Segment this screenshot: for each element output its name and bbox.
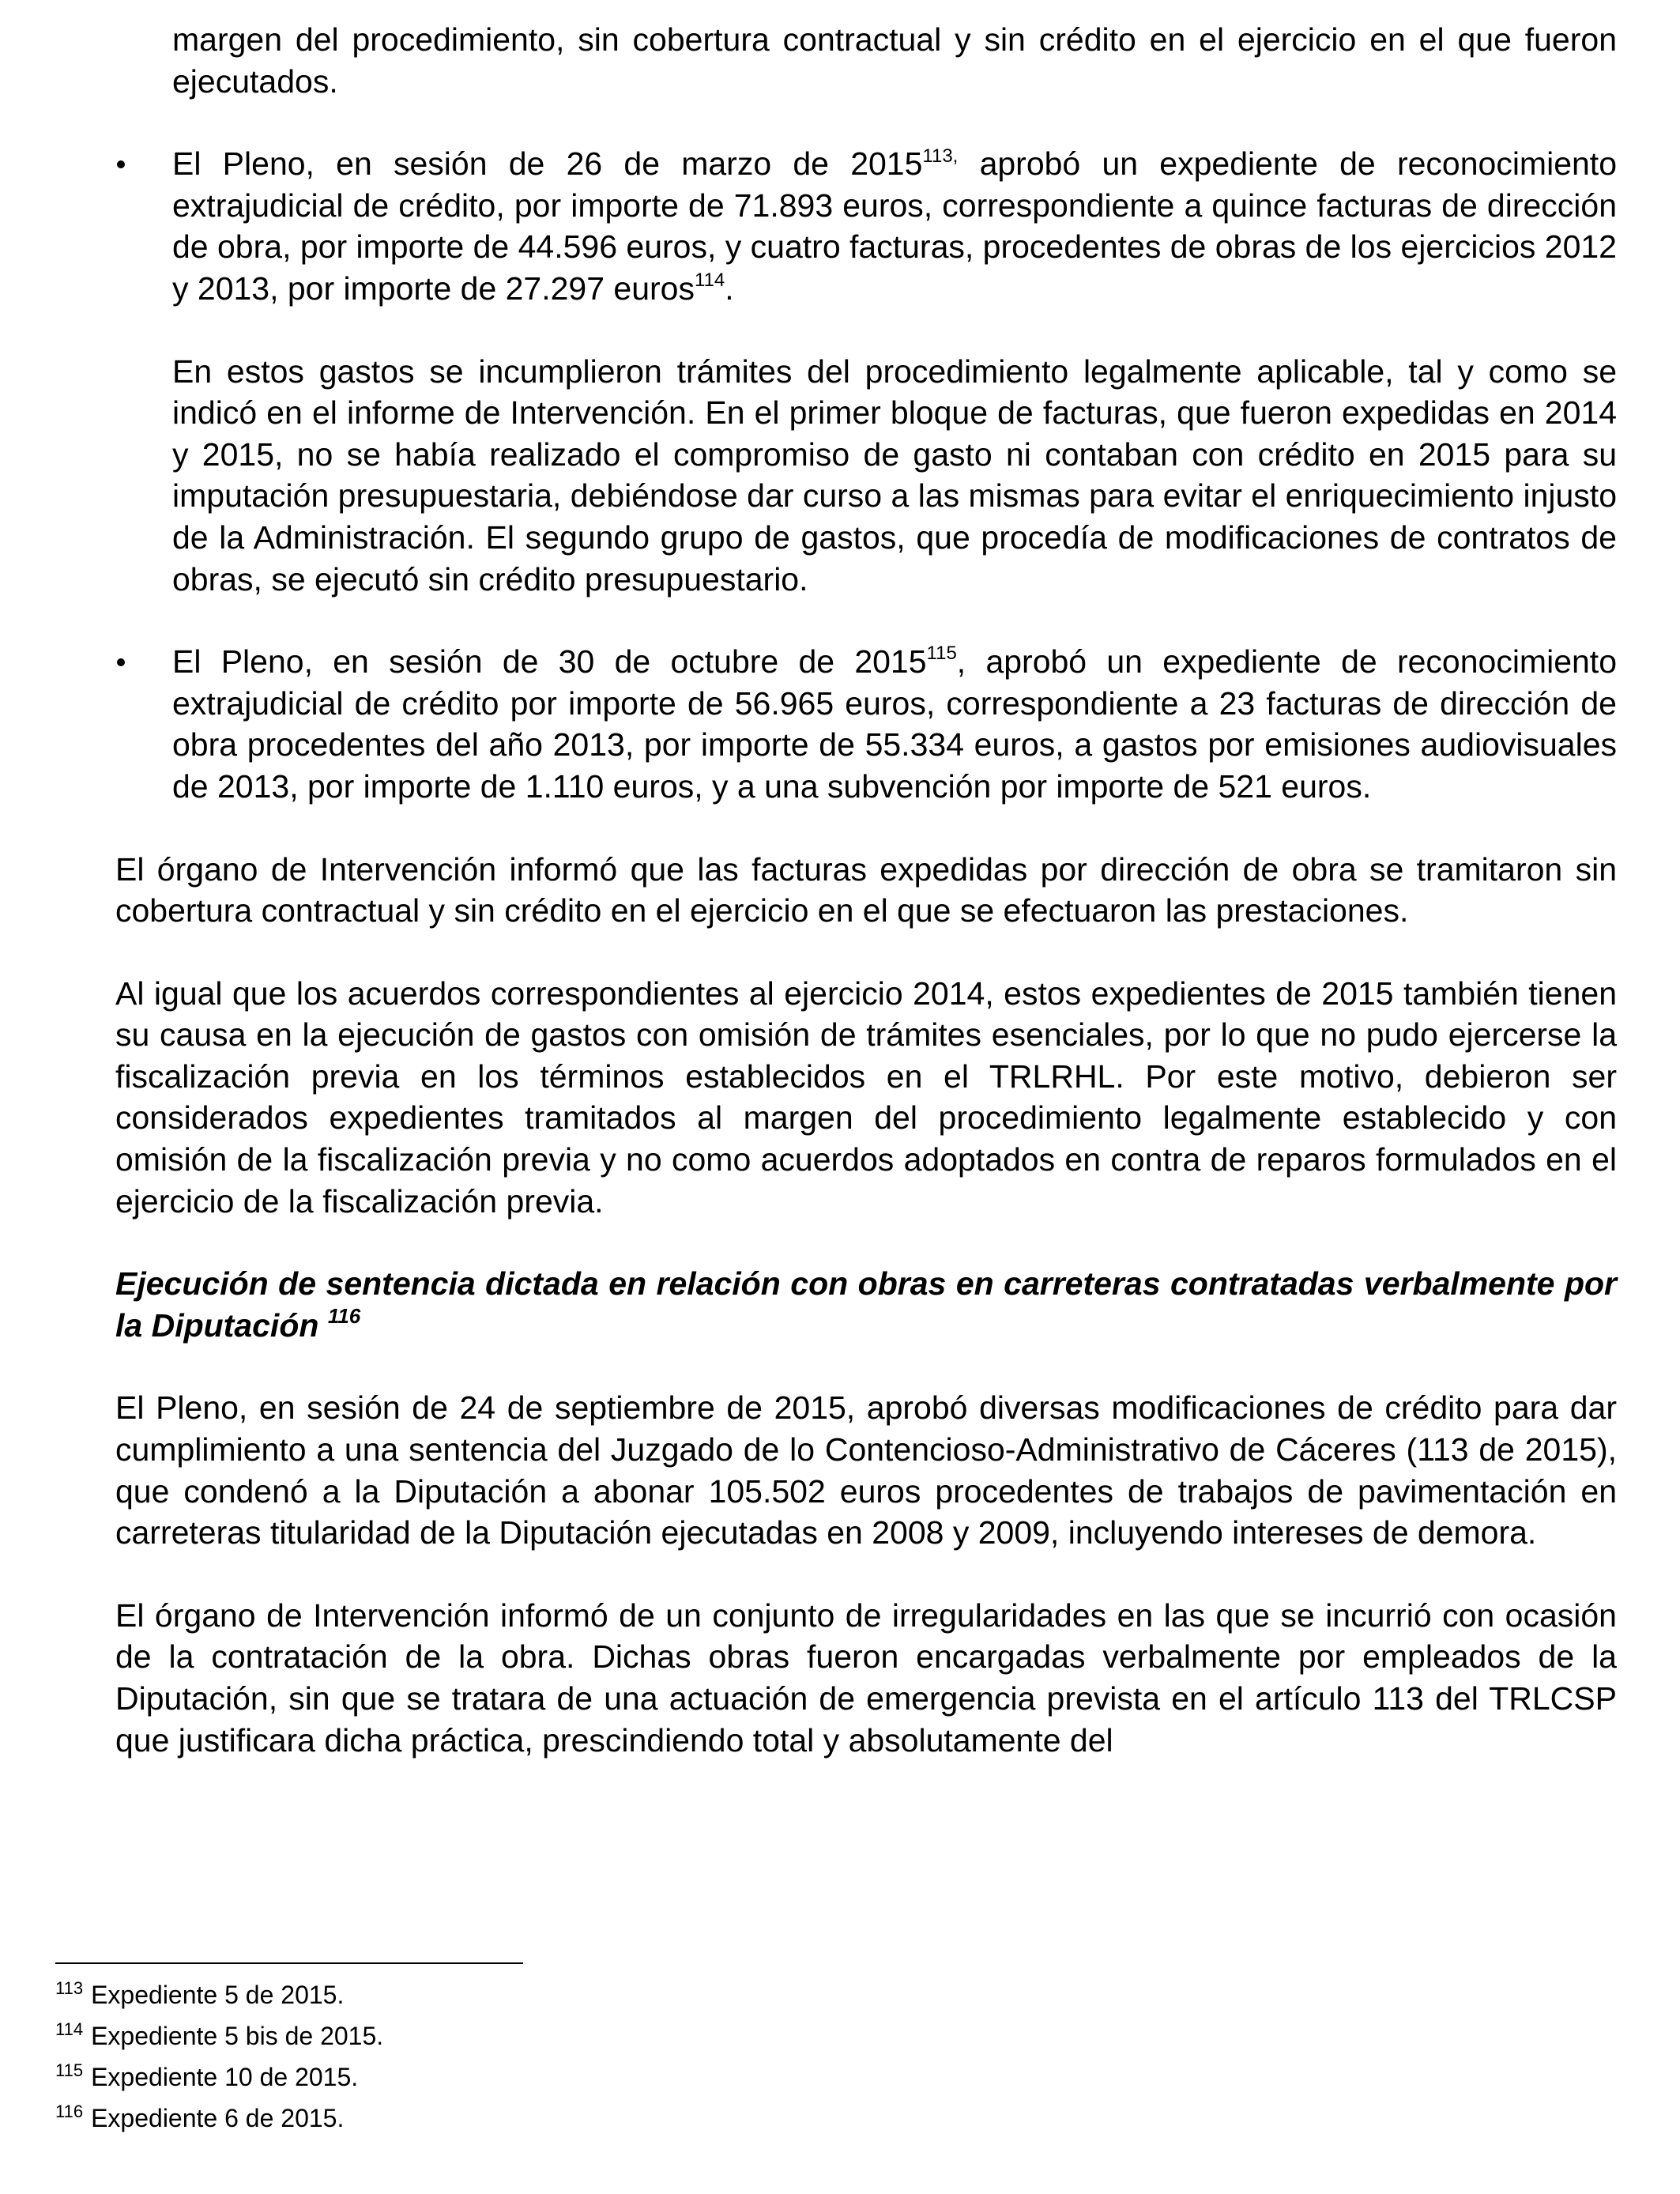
- footnote-ref-113: 113,: [922, 145, 959, 167]
- bullet-item-march: [115, 143, 1617, 309]
- bullet-detail-paragraph: En estos gastos se incumplieron trámites del procedimiento legalmente aplicable, tal y como se indicó en el informe de Intervención. En el primer bloque de facturas, que fueron expedidas en 2014 y 2015, no se había realizado el compromiso de gasto ni contaban con crédito en 2015 para su imputación presupuestaria, debiéndose dar curso a las mismas para evitar el enriquecimiento injusto de la Administración. El segundo grupo de gastos, que procedía de modificaciones de contratos de obras, se ejecutó sin crédito presupuestario.: [172, 352, 1617, 598]
- footnote-text: Expediente 6 de 2015.: [91, 2104, 345, 2132]
- bullet-item-october: [115, 641, 1617, 807]
- section-heading: [115, 1263, 1617, 1346]
- bullet-text-march: [172, 143, 1617, 309]
- footnote-ref-115: 115: [926, 643, 957, 665]
- paragraph-sentencia: El Pleno, en sesión de 24 de septiembre de 2015, aprobó diversas modificaciones de crédito para dar cumplimiento a una sentencia del Juzgado de lo Contencioso-Administrativo de Cáceres (113 de 2015), que condenó a la Diputación a abonar 105.502 euros procedentes de trabajos de pavimentación en carreteras titularidad de la Diputación ejecutadas en 2008 y 2009, incluyendo intereses de demora.: [115, 1389, 1617, 1551]
- paragraph-continuation: margen del procedimiento, sin cobertura contractual y sin crédito en el ejercicio en el que fueron ejecutados.: [172, 21, 1617, 100]
- footnote-number: 114: [55, 2019, 84, 2040]
- section-heading-text: Ejecución de sentencia dictada en relación con obras en carreteras contratadas verbalmente por la Diputación: [115, 1265, 1617, 1344]
- paragraph-intervencion-facturas: El órgano de Intervención informó que las facturas expedidas por dirección de obra se tramitaron sin cobertura contractual y sin crédito en el ejercicio en el que se efectuaron las prestaciones.: [115, 850, 1617, 929]
- footnote-ref-114: 114: [695, 270, 725, 292]
- paragraph-acuerdos-2014: Al igual que los acuerdos correspondientes al ejercicio 2014, estos expedientes de 2015 también tienen su causa en la ejecución de gastos con omisión de trámites esenciales, por lo que no pudo ejercerse la fiscalización previa en los términos establecidos en el TRLRHL. Por este motivo, debieron ser considerados expedientes tramitados al margen del procedimiento legalmente establecido y con omisión de la fiscalización previa y no como acuerdos adoptados en contra de reparos formulados en el ejercicio de la fiscalización previa.: [115, 974, 1617, 1220]
- footnote-114: [55, 2015, 1557, 2056]
- bullet-text-part: El Pleno, en sesión de 26 de marzo de 2015: [172, 145, 923, 183]
- document-body: [115, 19, 1617, 1761]
- footnote-number: 116: [55, 2102, 84, 2122]
- footnote-ref-116: 116: [327, 1304, 361, 1329]
- footnote-text: Expediente 5 de 2015.: [91, 1981, 345, 2009]
- bullet-text-part: , aprobó un expediente de reconocimiento extrajudicial de crédito por importe de 56.965 euros, correspondiente a 23 facturas de dirección de obra procedentes del año 2013, por importe de 55.334 euros, a gastos por emisiones audiovisuales de 2013, por importe de 1.110 euros, y a una subvención por importe de 521 euros.: [172, 643, 1617, 805]
- footnote-116: [55, 2098, 1557, 2139]
- footnote-number: 113: [55, 1978, 84, 1999]
- footnote-text: Expediente 10 de 2015.: [91, 2063, 359, 2091]
- bullet-icon: [117, 658, 125, 666]
- footnotes: [55, 1974, 1557, 2139]
- footnote-divider: [55, 1962, 523, 1964]
- footnote-text: Expediente 5 bis de 2015.: [91, 2022, 384, 2050]
- bullet-text-part: El Pleno, en sesión de 30 de octubre de 2015: [172, 643, 927, 680]
- footnote-number: 115: [55, 2060, 84, 2081]
- bullet-text-part: aprobó un expediente de reconocimiento extrajudicial de crédito, por importe de 71.893 euros, correspondiente a quince facturas de dirección de obra, por importe de 44.596 euros, y cuatro facturas, procedentes de obras de los ejercicios 2012 y 2013, por importe de 27.297 euros: [172, 145, 1617, 307]
- footnote-113: [55, 1974, 1557, 2015]
- paragraph-irregularidades: El órgano de Intervención informó de un conjunto de irregularidades en las que se incurrió con ocasión de la contratación de la obra. Dichas obras fueron encargadas verbalmente por empleados de la Diputación, sin que se tratara de una actuación de emergencia prevista en el artículo 113 del TRLCSP que justificara dicha práctica, prescindiendo total y absolutamente del: [115, 1596, 1617, 1759]
- bullet-text-october: [172, 641, 1617, 807]
- bullet-icon: [117, 160, 125, 168]
- footnote-115: [55, 2056, 1557, 2098]
- bullet-text-part: .: [725, 270, 734, 307]
